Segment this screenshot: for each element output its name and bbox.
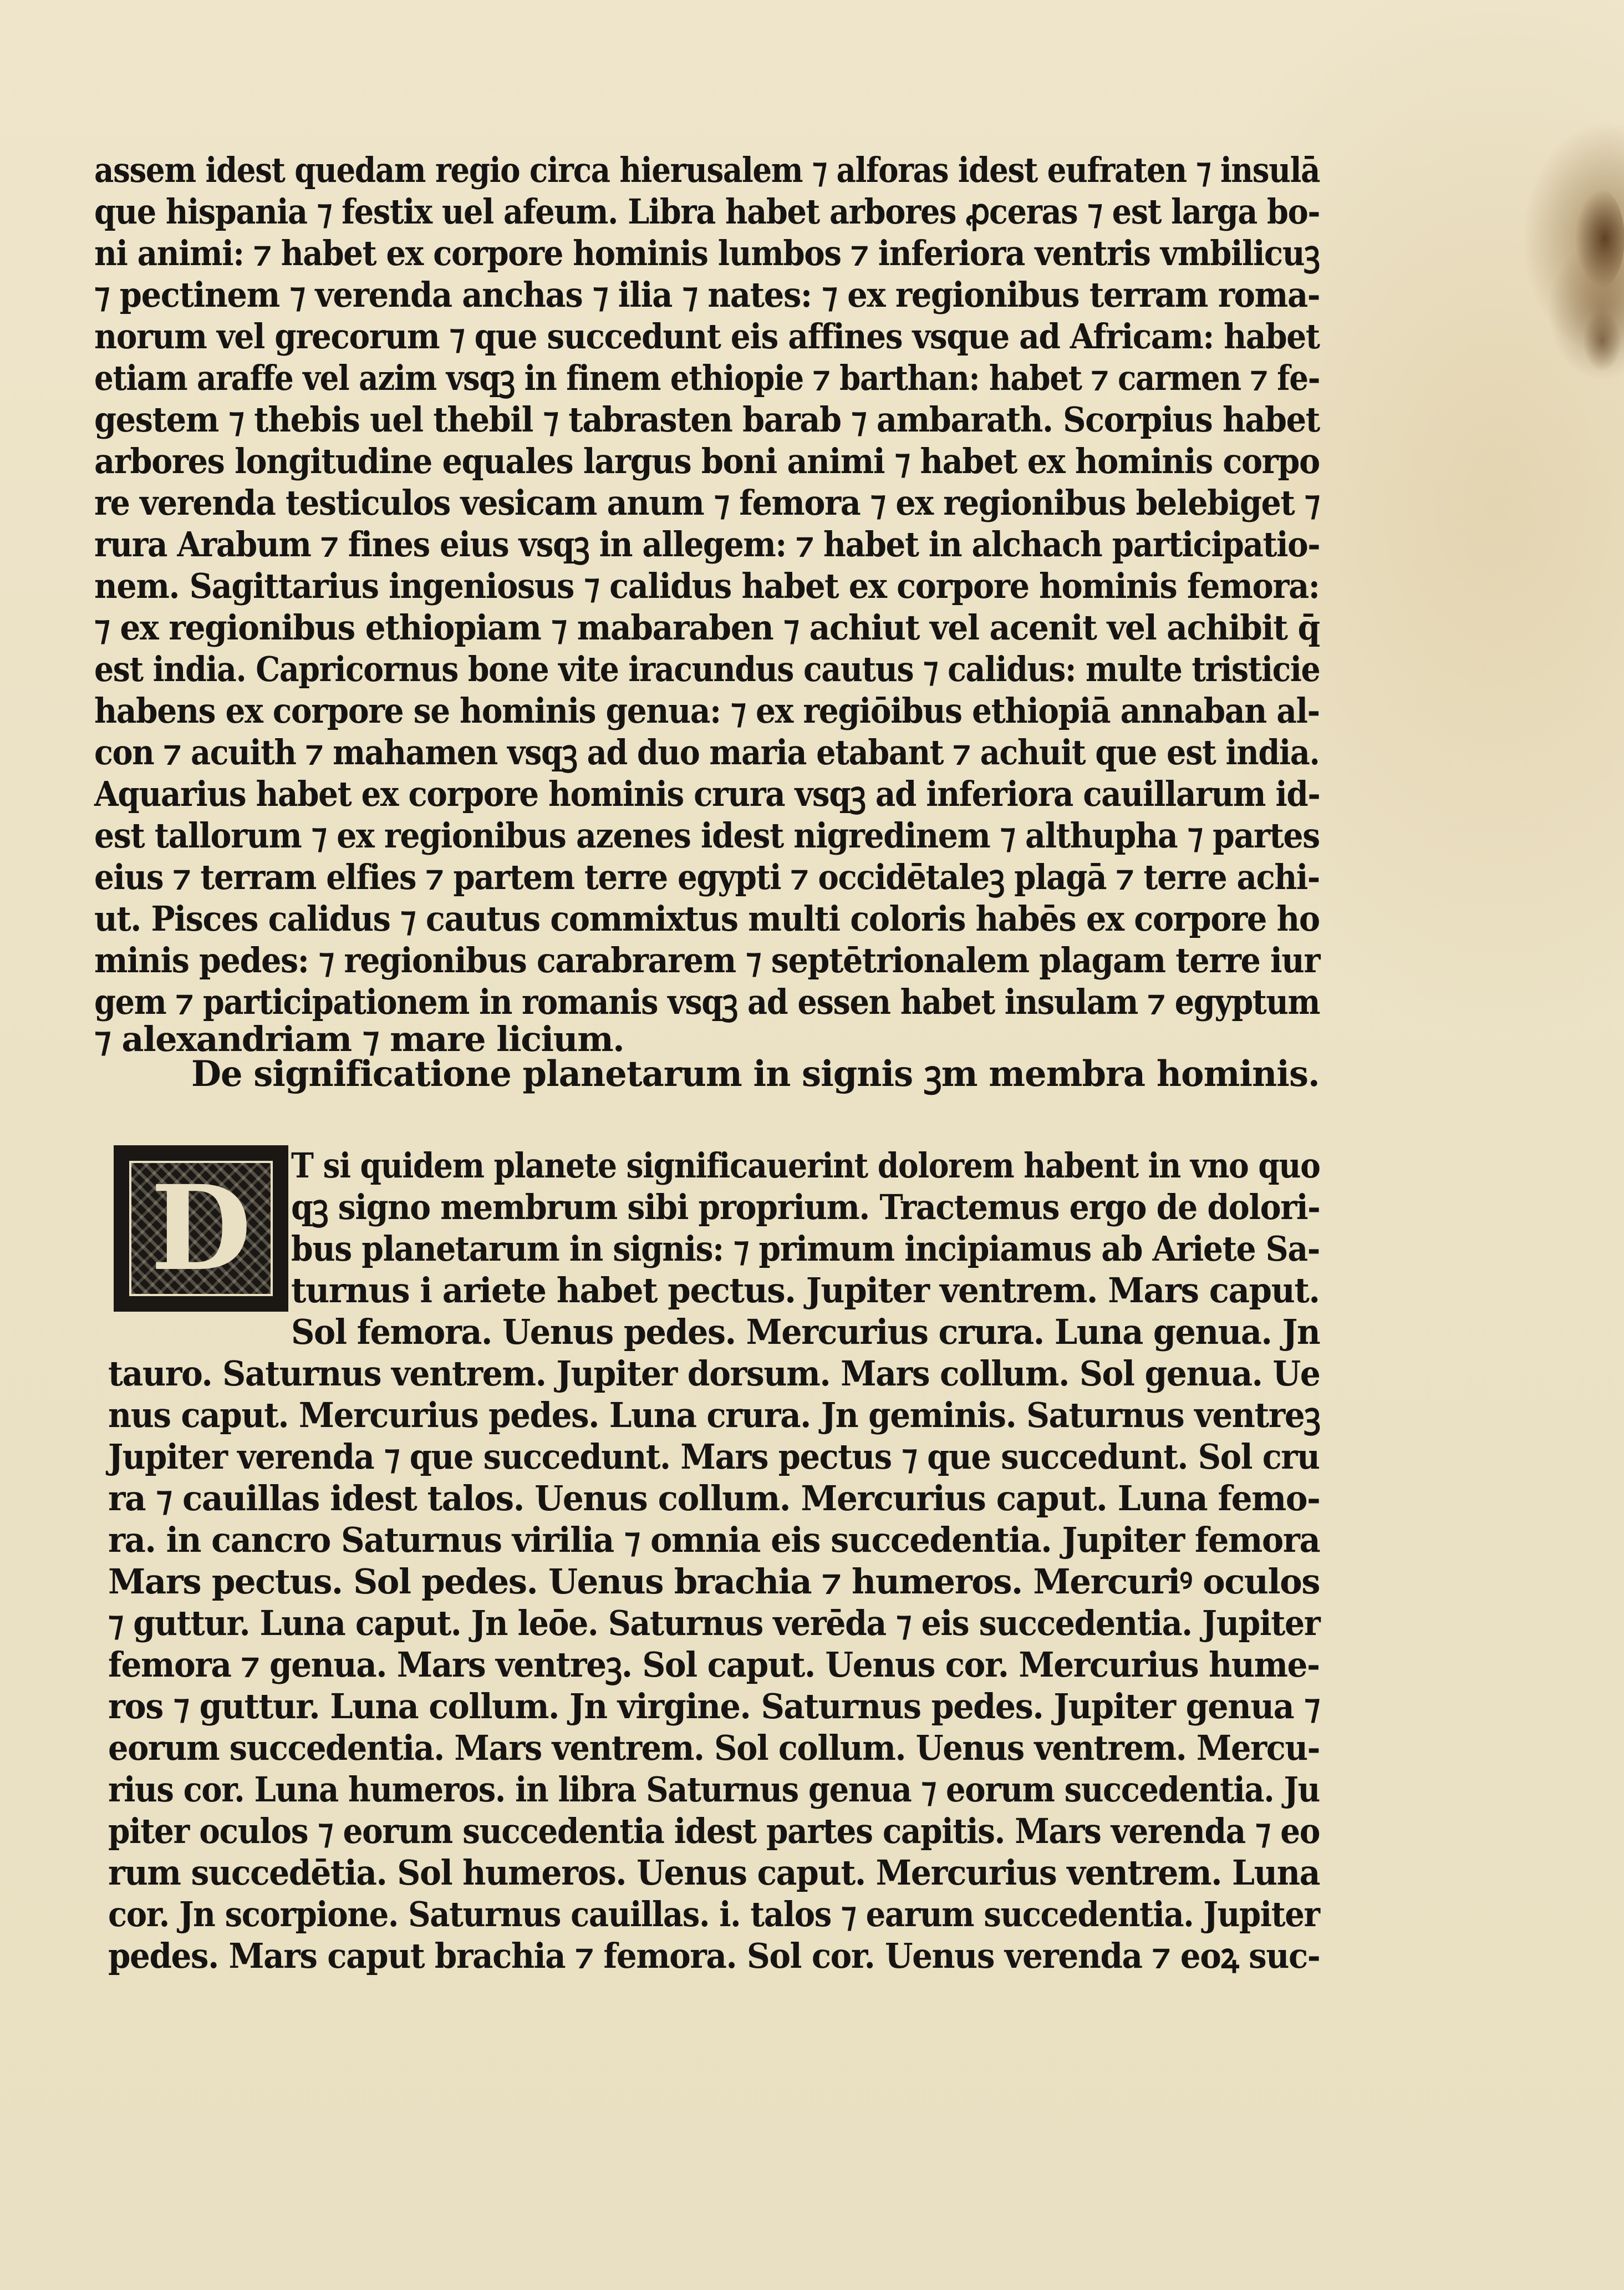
text-line: Mars pectus. Sol pedes. Uenus brachia ⁊ humeros. Mercuriꝰ oculos [108,1561,1320,1602]
initial-letter: D [150,1160,252,1297]
text-line: gem ⁊ participationem in romanis vsqꝫ ad essen habet insulam ⁊ egyptum [94,982,1320,1022]
text-line: rum succedētia. Sol humeros. Uenus caput. Mercurius ventrem. Luna [108,1852,1320,1893]
text-line: ni animi: ⁊ habet ex corpore hominis lumbos ⁊ inferiora ventris vmbilicuꝫ [94,233,1320,273]
text-line: minis pedes: ⁊ regionibus carabrarem ⁊ septētrionalem plagam terre iur [94,940,1320,981]
text-line: nus caput. Mercurius pedes. Luna crura. Jn geminis. Saturnus ventreꝫ [108,1395,1320,1435]
text-line: rura Arabum ⁊ fines eius vsqꝫ in allegem: ⁊ habet in alchach participatio- [94,524,1320,565]
text-line: cor. Jn scorpione. Saturnus cauillas. i. talos ⁊ earum succedentia. Jupiter [108,1894,1320,1934]
text-line: eorum succedentia. Mars ventrem. Sol collum. Uenus ventrem. Mercu- [108,1728,1320,1768]
age-stain [1583,311,1622,372]
text-line: assem idest quedam regio circa hierusalem ⁊ alforas idest eufraten ⁊ insulā [94,150,1320,190]
text-line: est tallorum ⁊ ex regionibus azenes idest nigredinem ⁊ althupha ⁊ partes [94,815,1320,856]
text-line: re verenda testiculos vesicam anum ⁊ femora ⁊ ex regionibus belebiget ⁊ [94,483,1320,523]
text-line: bus planetarum in signis: ⁊ primum incipiamus ab Ariete Sa- [291,1228,1320,1269]
text-line: Sol femora. Uenus pedes. Mercurius crura. Luna genua. Jn [291,1312,1320,1352]
text-line: ⁊ alexandriam ⁊ mare licium. [94,1019,624,1059]
text-line: etiam araffe vel azim vsqꝫ in finem ethiopie ⁊ barthan: habet ⁊ carmen ⁊ fe- [94,358,1320,398]
text-line: que hispania ⁊ festix uel afeum. Libra habet arbores ꝓceras ⁊ est larga bo- [94,191,1320,232]
text-line: pedes. Mars caput brachia ⁊ femora. Sol cor. Uenus verenda ⁊ eoꝝ suc- [108,1936,1320,1976]
text-line: habens ex corpore se hominis genua: ⁊ ex regiōibus ethiopiā annaban al- [94,690,1320,731]
text-line: ra. in cancro Saturnus virilia ⁊ omnia eis succedentia. Jupiter femora [108,1520,1320,1560]
text-line: ut. Pisces calidus ⁊ cautus commixtus multi coloris habēs ex corpore ho [94,898,1320,939]
text-line: turnus i ariete habet pectus. Jupiter ventrem. Mars caput. [291,1270,1320,1311]
text-line: tauro. Saturnus ventrem. Jupiter dorsum. Mars collum. Sol genua. Ue [108,1353,1320,1394]
text-line: rius cor. Luna humeros. in libra Saturnus genua ⁊ eorum succedentia. Ju [108,1769,1320,1810]
text-line: arbores longitudine equales largus boni animi ⁊ habet ex hominis corpo [94,441,1320,481]
age-stain [1575,189,1624,288]
decorated-initial [114,1145,288,1312]
text-line: est india. Capricornus bone vite iracundus cautus ⁊ calidus: multe tristicie [94,649,1320,689]
section-heading: De significatione planetarum in signis ꝫm membra hominis. [191,1053,1320,1095]
text-line: ⁊ guttur. Luna caput. Jn leōe. Saturnus verēda ⁊ eis succedentia. Jupiter [108,1603,1320,1643]
text-line: qꝫ signo membrum sibi proprium. Tractemus ergo de dolori- [291,1187,1320,1227]
text-line: ros ⁊ guttur. Luna collum. Jn virgine. Saturnus pedes. Jupiter genua ⁊ [108,1686,1320,1727]
initial-ornament [129,1161,273,1296]
text-line: ⁊ pectinem ⁊ verenda anchas ⁊ ilia ⁊ nates: ⁊ ex regionibus terram roma- [94,275,1320,315]
text-line: gestem ⁊ thebis uel thebil ⁊ tabrasten barab ⁊ ambarath. Scorpius habet [94,399,1320,440]
text-line: ⁊ ex regionibus ethiopiam ⁊ mabaraben ⁊ achiut vel acenit vel achibit q̄ [94,607,1320,648]
text-line: Aquarius habet ex corpore hominis crura vsqꝫ ad inferiora cauillarum id- [94,774,1320,814]
text-line: ra ⁊ cauillas idest talos. Uenus collum. Mercurius caput. Luna femo- [108,1478,1320,1519]
text-line: T si quidem planete significauerint dolorem habent in vno quo [291,1145,1320,1186]
text-line: Jupiter verenda ⁊ que succedunt. Mars pectus ⁊ que succedunt. Sol cru [108,1436,1320,1477]
text-line: piter oculos ⁊ eorum succedentia idest partes capitis. Mars verenda ⁊ eo [108,1811,1320,1851]
text-line: femora ⁊ genua. Mars ventreꝫ. Sol caput. Uenus cor. Mercurius hume- [108,1644,1320,1685]
text-line: norum vel grecorum ⁊ que succedunt eis affines vsque ad Africam: habet [94,316,1320,357]
text-line: con ⁊ acuith ⁊ mahamen vsqꝫ ad duo maria etabant ⁊ achuit que est india. [94,732,1320,773]
text-line: eius ⁊ terram elfies ⁊ partem terre egypti ⁊ occidētaleꝫ plagā ⁊ terre achi- [94,857,1320,897]
text-line: nem. Sagittarius ingeniosus ⁊ calidus habet ex corpore hominis femora: [94,566,1320,606]
